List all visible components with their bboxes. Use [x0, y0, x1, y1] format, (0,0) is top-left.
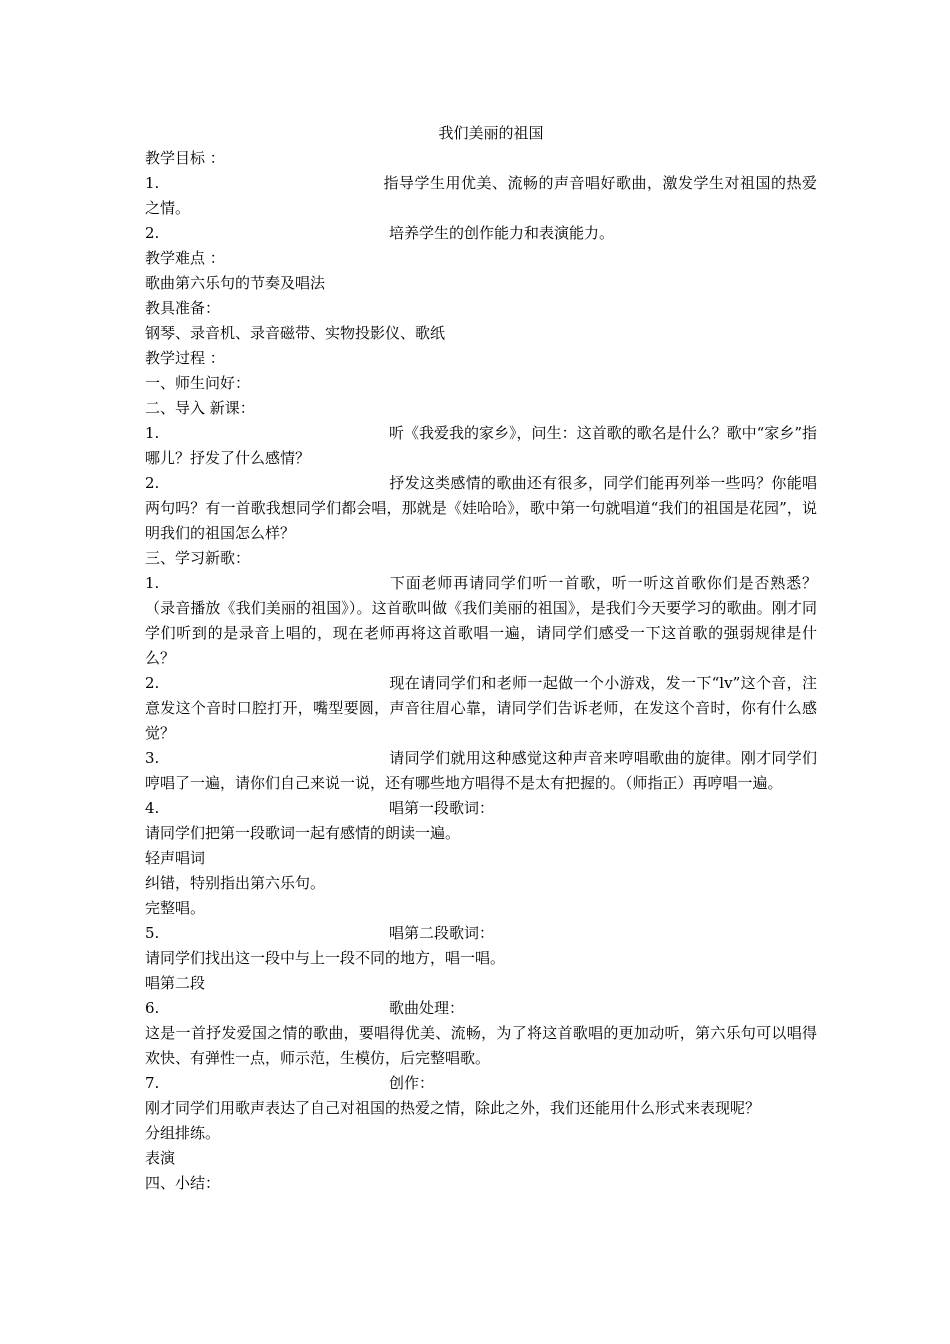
difficulty-text: 歌曲第六乐句的节奏及唱法: [145, 274, 326, 292]
step-line: 表演: [145, 1149, 176, 1167]
learn-item: [145, 796, 817, 821]
step-paragraph: 这是一首抒发爱国之情的歌曲，要唱得优美、流畅，为了将这首歌唱的更加动听，第六乐句可以唱得欢快、有弹性一点，师示范，生模仿，后完整唱歌。: [145, 1024, 817, 1067]
item-number: 5.: [145, 924, 160, 942]
step-line: 请同学们找出这一段中与上一段不同的地方，唱一唱。: [145, 949, 506, 967]
item-number: 1.: [145, 174, 160, 192]
section-heading: 四、小结：: [145, 1174, 221, 1192]
intro-item: [145, 421, 817, 471]
goal-item: [145, 221, 817, 246]
section-heading: 三、学习新歌：: [145, 549, 251, 567]
document-body: [145, 121, 817, 1196]
difficulty-heading: 教学难点 ：: [145, 249, 225, 267]
learn-item: [145, 921, 817, 946]
step-line: 轻声唱词: [145, 849, 206, 867]
item-number: 1.: [145, 574, 160, 592]
item-number: 6.: [145, 999, 160, 1017]
goal-item: [145, 171, 817, 221]
item-text: 唱第一段歌词：: [389, 799, 495, 817]
item-text: 抒发这类感情的歌曲还有很多，同学们能再列举一些吗？你能唱两句吗？有一首歌我想同学们都会唱，那就是《娃哈哈》，歌中第一句就唱道“我们的祖国是花园”，说明我们的祖国怎么样？: [145, 474, 817, 542]
item-number: 1.: [145, 424, 160, 442]
item-number: 2.: [145, 224, 160, 242]
item-text: 听《我爱我的家乡》，问生：这首歌的歌名是什么？歌中“家乡”指哪儿？抒发了什么感情？: [145, 424, 817, 467]
item-text: 歌曲处理：: [389, 999, 465, 1017]
goals-heading: 教学目标 ：: [145, 149, 225, 167]
item-text: 指导学生用优美、流畅的声音唱好歌曲，激发学生对祖国的热爱之情。: [145, 174, 817, 217]
item-text: 请同学们就用这种感觉这种声音来哼唱歌曲的旋律。刚才同学们哼唱了一遍，请你们自己来说一说，还有哪些地方唱得不是太有把握的。（师指正）再哼唱一遍。: [145, 749, 817, 792]
tools-heading: 教具准备：: [145, 299, 221, 317]
process-heading: 教学过程 ：: [145, 349, 225, 367]
item-number: 2.: [145, 674, 160, 692]
section-heading: 二、导入 新课：: [145, 399, 255, 417]
step-line: 纠错，特别指出第六乐句。: [145, 874, 326, 892]
document-title: 我们美丽的祖国: [438, 124, 544, 142]
step-line: 唱第二段: [145, 974, 206, 992]
learn-item: [145, 571, 817, 671]
item-text: 创作：: [389, 1074, 435, 1092]
learn-item: [145, 746, 817, 796]
step-line: 请同学们把第一段歌词一起有感情的朗读一遍。: [145, 824, 461, 842]
item-text: 培养学生的创作能力和表演能力。: [389, 224, 615, 242]
section-heading: 一、师生问好：: [145, 374, 251, 392]
item-text: 现在请同学们和老师一起做一个小游戏，发一下“lv”这个音，注意发这个音时口腔打开，嘴型要圆，声音往眉心靠，请同学们告诉老师，在发这个音时，你有什么感觉？: [145, 674, 817, 742]
item-text: 下面老师再请同学们听一首歌，听一听这首歌你们是否熟悉？（录音播放《我们美丽的祖国》）。这首歌叫做《我们美丽的祖国》，是我们今天要学习的歌曲。刚才同学们听到的是录音上唱的，现在老师再将这首歌唱一遍，请同学们感受一下这首歌的强弱规律是什么？: [145, 574, 817, 667]
learn-item: [145, 671, 817, 746]
item-number: 2.: [145, 474, 160, 492]
intro-item: [145, 471, 817, 546]
step-paragraph: 刚才同学们用歌声表达了自己对祖国的热爱之情，除此之外，我们还能用什么形式来表现呢？: [145, 1099, 761, 1117]
learn-item: [145, 996, 817, 1021]
item-text: 唱第二段歌词：: [389, 924, 495, 942]
item-number: 3.: [145, 749, 160, 767]
item-number: 4.: [145, 799, 160, 817]
tools-text: 钢琴、录音机、录音磁带、实物投影仪、歌纸: [145, 324, 446, 342]
step-line: 分组排练。: [145, 1124, 221, 1142]
item-number: 7.: [145, 1074, 160, 1092]
learn-item: [145, 1071, 817, 1096]
step-line: 完整唱。: [145, 899, 206, 917]
